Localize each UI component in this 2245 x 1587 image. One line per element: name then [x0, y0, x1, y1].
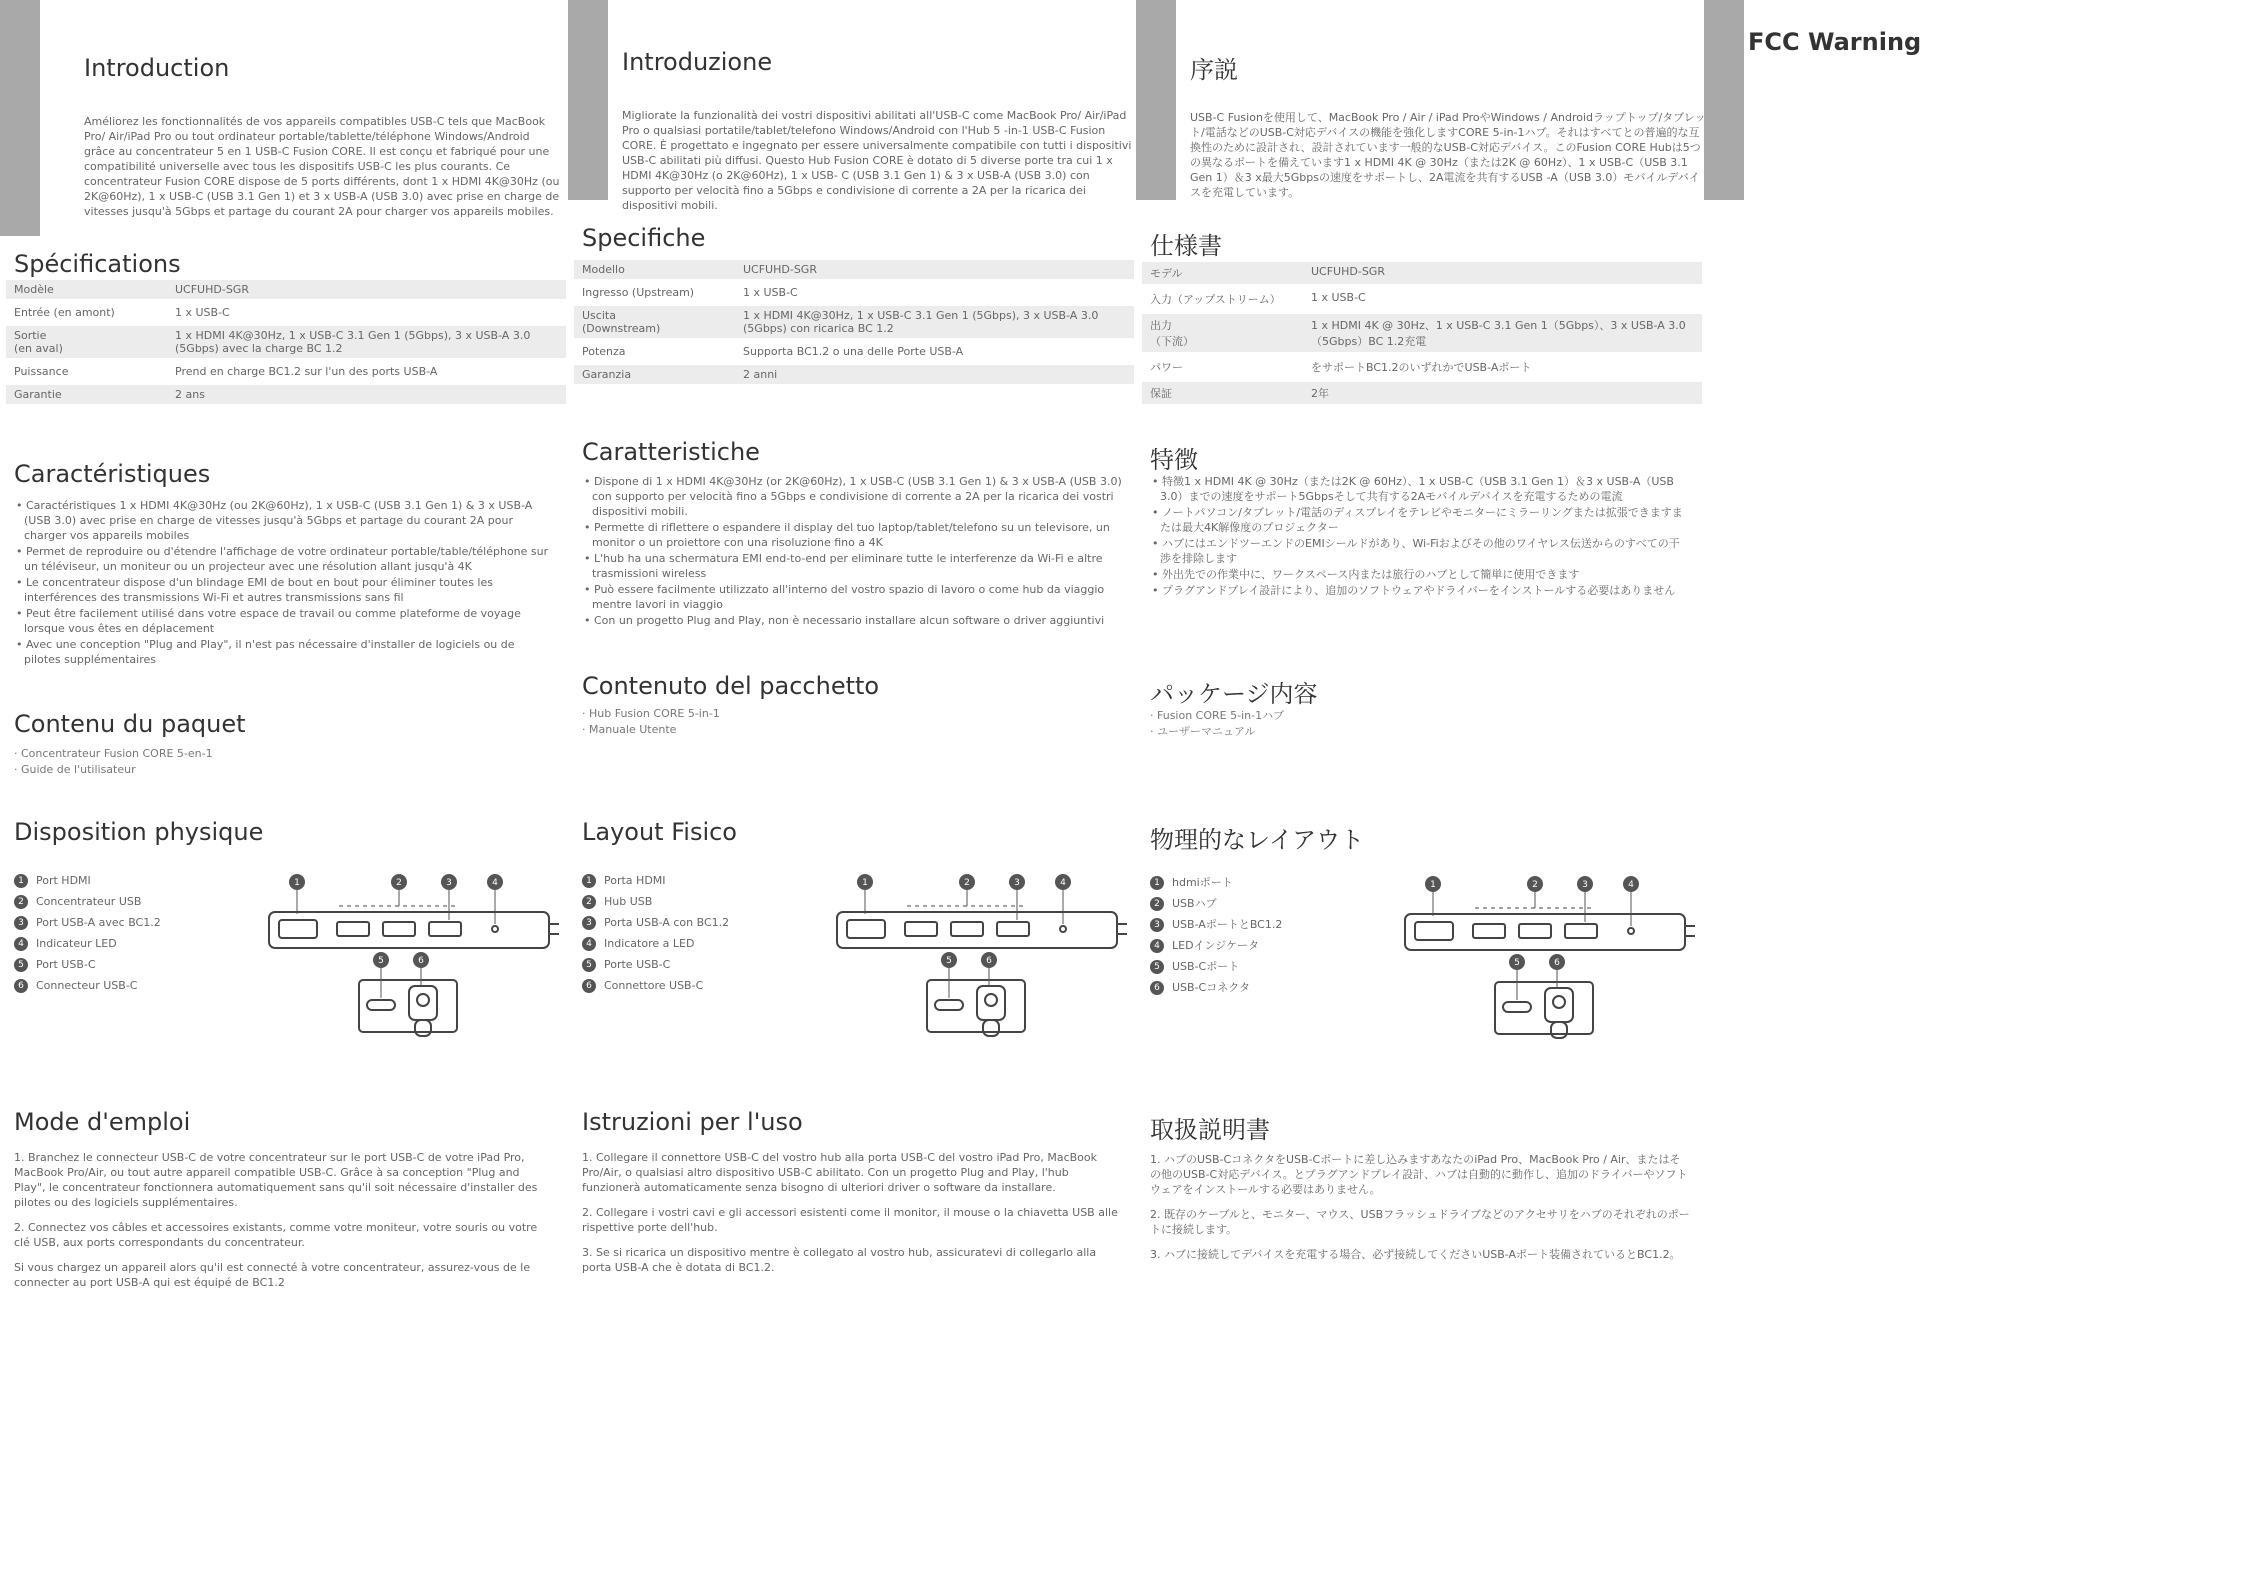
layout-item-label: Connettore USB-C — [604, 979, 704, 992]
package-item: · Guide de l'utilisateur — [14, 762, 414, 778]
layout-item-label: Porte USB-C — [604, 958, 671, 971]
usb-c-port — [1503, 1002, 1531, 1012]
features-title: 特徴 — [1150, 446, 1198, 474]
callout-number: 3 — [582, 916, 596, 930]
layout-item — [1150, 956, 1390, 977]
layout-item-label: LEDインジケータ — [1172, 939, 1260, 952]
usage-step: 2. Collegare i vostri cavi e gli accessori esistenti come il monitor, il mouse o la chiavetta USB alle rispettive porte dell'hub. — [582, 1206, 1118, 1234]
usage-steps — [1150, 1152, 1690, 1272]
layout-item-label: Concentrateur USB — [36, 895, 142, 908]
callout-number: 4 — [1150, 939, 1164, 953]
usb-a-port-3 — [1565, 924, 1597, 938]
layout-item — [582, 870, 822, 891]
callout-number-5: 5 — [378, 956, 384, 966]
spec-key: パワー — [1150, 361, 1183, 374]
usage-title: 取扱説明書 — [1150, 1116, 1270, 1144]
feature-item: • Avec une conception "Plug and Play", il n'est pas nécessaire d'installer de logiciels ou de pilotes supplémentaires — [14, 637, 554, 667]
usage-step: 3. ハブに接続してデバイスを充電する場合、必ず接続してくださいUSB-Aポート装備されているとBC1.2。 — [1150, 1248, 1681, 1261]
layout-item-label: Indicatore a LED — [604, 937, 695, 950]
spec-title: 仕様書 — [1150, 232, 1222, 260]
package-item: · Concentrateur Fusion CORE 5-en-1 — [14, 746, 414, 762]
layout-item — [582, 912, 822, 933]
callout-number-4: 4 — [1628, 880, 1634, 890]
hub-body — [837, 912, 1117, 948]
intro-text: Migliorate la funzionalità dei vostri dispositivi abilitati all'USB-C come MacBook Pro/ Air/iPad Pro o qualsiasi portatile/tablet/telefono Windows/Android con l'Hub 5 -in-1 USB-C Fusion CORE. È progettato e ingegnato per essere universalmente compatibile con tutti i dispositivi USB-C abilitati più diffusi. Questo Hub Fusion CORE è dotato di 5 diverse porte tra cui 1 x HDMI 4K@30Hz (o 2K@60Hz), 1 x USB- C (USB 3.1 Gen 1) & 3 x USB-A (USB 3.0) con supporto per velocità fino a 5Gbps e condivisione di corrente a 2A per la ricarica dei dispositivi mobili. — [622, 109, 1132, 212]
spec-table — [6, 276, 566, 408]
layout-item-label: USB-Cポート — [1172, 960, 1240, 973]
package-item: · ユーザーマニュアル — [1150, 724, 1550, 740]
intro-title: Introduzione — [622, 48, 773, 76]
spec-key: モデル — [1142, 262, 1303, 284]
layout-title: Disposition physique — [14, 818, 264, 846]
package-list — [582, 706, 982, 738]
layout-item — [1150, 935, 1390, 956]
spec-row — [1142, 262, 1702, 284]
spec-row — [574, 365, 1134, 384]
callout-number-1: 1 — [1430, 880, 1436, 890]
feature-item: • プラグアンドプレイ設計により、追加のソフトウェアやドライバーをインストールする必要はありません — [1150, 583, 1690, 598]
fcc-warning-title: FCC Warning — [1748, 28, 1922, 56]
callout-number: 5 — [1150, 960, 1164, 974]
layout-item-label: Connecteur USB-C — [36, 979, 138, 992]
usage-title: Mode d'emploi — [14, 1108, 191, 1136]
feature-item: • Con un progetto Plug and Play, non è necessario installare alcun software o driver aggiuntivi — [582, 613, 1122, 628]
layout-item — [14, 891, 254, 912]
callout-number: 1 — [582, 874, 596, 888]
layout-item-label: Port USB-C — [36, 958, 96, 971]
feature-item: • Permette di riflettere o espandere il display del tuo laptop/tablet/telefono su un televisore, un monitor o un proiettore con una risoluzione fino a 4K — [582, 520, 1122, 550]
spec-value: 2 anni — [735, 365, 1134, 384]
feature-item: • Dispone di 1 x HDMI 4K@30Hz (or 2K@60Hz), 1 x USB-C (USB 3.1 Gen 1) & 3 x USB-A (USB 3.0) con supporto per velocità fino a 5Gbps e condivisione di corrente a 2A per la ricarica dei vostri dispositivi mobili. — [582, 474, 1122, 519]
spec-key: 入力（アップストリーム） — [1150, 293, 1281, 306]
hub-diagram — [1395, 864, 1695, 1044]
callout-number: 6 — [1150, 981, 1164, 995]
spec-row — [1142, 314, 1702, 352]
column-japanese — [1150, 0, 1706, 1587]
hdmi-port — [1415, 922, 1453, 940]
led-indicator — [1060, 926, 1066, 932]
layout-item — [582, 891, 822, 912]
features-title: Caractéristiques — [14, 460, 211, 488]
usb-a-port-2 — [383, 922, 415, 936]
spec-row — [1142, 356, 1702, 378]
feature-item: • Le concentrateur dispose d'un blindage EMI de bout en bout pour éliminer toutes les interférences des transmissions Wi-Fi et autres transmissions sans fil — [14, 575, 554, 605]
usb-c-port — [367, 1000, 395, 1010]
column-french — [14, 0, 564, 1587]
hub-body — [269, 912, 549, 948]
usage-step: 2. 既存のケーブルと、モニター、マウス、USBフラッシュドライブなどのアクセサリをハブのそれぞれのポートに接続します。 — [1150, 1208, 1690, 1236]
feature-item: • Caractéristiques 1 x HDMI 4K@30Hz (ou 2K@60Hz), 1 x USB-C (USB 3.1 Gen 1) & 3 x USB-A (USB 3.0) avec prise en charge de vitesses jusqu'à 5Gbps et partage du courant 2A pour charger vos appareils mobiles — [14, 498, 554, 543]
package-title: Contenu du paquet — [14, 710, 246, 738]
features-list — [1150, 474, 1690, 599]
callout-number-6: 6 — [418, 956, 424, 966]
usb-a-port-1 — [1473, 924, 1505, 938]
feature-item: • ノートパソコン/タブレット/電話のディスプレイをテレビやモニターにミラーリングまたは拡張できますまたは最大4K解像度のプロジェクター — [1150, 505, 1690, 535]
layout-item — [582, 933, 822, 954]
spec-value: をサポートBC1.2のいずれかでUSB-Aポート — [1311, 361, 1532, 374]
spec-key: Uscita (Downstream) — [574, 306, 735, 338]
led-indicator — [492, 926, 498, 932]
spec-value: UCFUHD-SGR — [167, 280, 566, 299]
package-title: パッケージ内容 — [1150, 680, 1318, 708]
usage-steps — [14, 1150, 554, 1300]
callout-number-6: 6 — [1554, 958, 1560, 968]
spec-key: Sortie (en aval) — [6, 326, 167, 358]
spec-key: Entrée (en amont) — [14, 306, 115, 319]
spec-value: 1 x USB-C — [175, 306, 230, 319]
feature-item: • Permet de reproduire ou d'étendre l'affichage de votre ordinateur portable/table/téléphone sur un téléviseur, un moniteur ou un projecteur avec une résolution allant jusqu'à 4K — [14, 544, 554, 574]
usage-step: 2. Connectez vos câbles et accessoires existants, comme votre moniteur, votre souris ou votre clé USB, aux ports correspondants du concentrateur. — [14, 1221, 538, 1249]
package-title: Contenuto del pacchetto — [582, 672, 880, 700]
package-item: · Fusion CORE 5-in-1ハブ — [1150, 708, 1550, 724]
callout-number-4: 4 — [1060, 878, 1066, 888]
layout-legend — [1150, 872, 1390, 998]
spec-table — [574, 256, 1134, 388]
layout-item — [14, 933, 254, 954]
layout-item — [14, 912, 254, 933]
feature-item: • Peut être facilement utilisé dans votre espace de travail ou comme plateforme de voyage lorsque vous êtes en déplacement — [14, 606, 554, 636]
spec-row — [6, 303, 566, 322]
spec-value: 2 ans — [167, 385, 566, 404]
spec-row — [574, 260, 1134, 279]
hdmi-port — [847, 920, 885, 938]
led-indicator — [1628, 928, 1634, 934]
callout-number-3: 3 — [1582, 880, 1588, 890]
spec-key: Ingresso (Upstream) — [582, 286, 695, 299]
feature-item: • 特徴1 x HDMI 4K @ 30Hz（または2K @ 60Hz）、1 x USB-C（USB 3.1 Gen 1）＆3 x USB-A（USB 3.0）までの速度をサポート5Gbpsそして共有する2Aモバイルデバイスを充電するための電流 — [1150, 474, 1690, 504]
usb-a-port-1 — [337, 922, 369, 936]
callout-number: 5 — [582, 958, 596, 972]
usage-step: 1. Collegare il connettore USB-C del vostro hub alla porta USB-C del vostro iPad Pro, MacBook Pro/Air, o qualsiasi altro dispositivo USB-C abilitato. Con un progetto Plug and Play, l'hub funzionerà automaticamente senza bisogno di ulteriori driver o software da installare. — [582, 1151, 1098, 1194]
layout-item-label: USB-AポートとBC1.2 — [1172, 918, 1283, 931]
usage-step: 3. Se si ricarica un dispositivo mentre è collegato al vostro hub, assicuratevi di collegarlo alla porta USB-A che è dotata di BC1.2. — [582, 1246, 1097, 1274]
spec-value: 1 x HDMI 4K @ 30Hz、1 x USB-C 3.1 Gen 1（5Gbps）、3 x USB-A 3.0（5Gbps）BC 1.2充電 — [1303, 314, 1702, 352]
intro-text: Améliorez les fonctionnalités de vos appareils compatibles USB-C tels que MacBook Pro/ Air/iPad Pro ou tout ordinateur portable/tablette/téléphone Windows/Android grâce au concentrateur 5 en 1 USB-C Fusion CORE. Il est conçu et fabriqué pour une compatibilité universelle avec tous les dispositifs USB-C les plus courants. Ce concentrateur Fusion CORE dispose de 5 ports différents, dont 1 x HDMI 4K@30Hz (ou 2K@60Hz), 1 x USB-C (USB 3.1 Gen 1) et 3 x USB-A (USB 3.0) avec prise en charge de vitesses jusqu'à 5Gbps et partage du courant 2A pour charger vos appareils mobiles. — [84, 115, 560, 218]
layout-item-label: Indicateur LED — [36, 937, 117, 950]
layout-legend — [582, 870, 822, 996]
usb-c-connector — [977, 986, 1005, 1020]
layout-item-label: USBハブ — [1172, 897, 1217, 910]
features-list — [14, 498, 554, 668]
usb-a-port-2 — [1519, 924, 1551, 938]
callout-number: 2 — [14, 895, 28, 909]
spec-row — [6, 326, 566, 358]
spec-key: Garantie — [6, 385, 167, 404]
callout-number: 4 — [14, 937, 28, 951]
spec-value: Supporta BC1.2 o una delle Porte USB-A — [743, 345, 964, 358]
callout-number: 2 — [582, 895, 596, 909]
intro-title: 序説 — [1190, 56, 1238, 84]
package-list — [1150, 708, 1550, 740]
spec-value: 1 x USB-C — [743, 286, 798, 299]
spec-table — [1142, 258, 1702, 408]
hdmi-port — [279, 920, 317, 938]
layout-item-label: Port USB-A avec BC1.2 — [36, 916, 161, 929]
layout-legend — [14, 870, 254, 996]
feature-item: • 外出先での作業中に、ワークスペース内または旅行のハブとして簡単に使用できます — [1150, 567, 1690, 582]
spec-row — [1142, 288, 1702, 310]
spec-row — [6, 280, 566, 299]
callout-number: 1 — [14, 874, 28, 888]
usage-step: 1. ハブのUSB-CコネクタをUSB-Cポートに差し込みますあなたのiPad Pro、MacBook Pro / Air、またはその他のUSB-C対応デバイス。とプラグアンドプレイ設計、ハブは自動的に動作し、追加のドライバーやソフトウェアをインストールする必要はありません。 — [1150, 1153, 1688, 1196]
layout-item — [582, 975, 822, 996]
decor-bar-4 — [1704, 0, 1744, 200]
feature-item: • Può essere facilmente utilizzato all'interno del vostro spazio di lavoro o come hub da viaggio mentre lavori in viaggio — [582, 582, 1122, 612]
usage-step: Si vous chargez un appareil alors qu'il est connecté à votre concentrateur, assurez-vous de le connecter au port USB-A qui est équipé de BC1.2 — [14, 1261, 531, 1289]
callout-number-5: 5 — [946, 956, 952, 966]
layout-title: Layout Fisico — [582, 818, 737, 846]
hub-diagram — [827, 862, 1127, 1042]
layout-item-label: Hub USB — [604, 895, 653, 908]
usage-title: Istruzioni per l'uso — [582, 1108, 803, 1136]
callout-number: 6 — [14, 979, 28, 993]
callout-number-2: 2 — [396, 878, 402, 888]
package-item: · Manuale Utente — [582, 722, 982, 738]
layout-item-label: USB-Cコネクタ — [1172, 981, 1251, 994]
callout-number: 4 — [582, 937, 596, 951]
callout-number: 3 — [14, 916, 28, 930]
intro-text: USB-C Fusionを使用して、MacBook Pro / Air / iPad ProやWindows / Androidラップトップ/タブレット/電話などのUSB-C対応デバイスの機能を強化しますCORE 5-in-1ハブ。それはすべてとの普遍的な互換性のために設計され、設計されています一般的なUSB-C対応デバイス。このFusion CORE Hubは5つの異なるポートを備えています1 x HDMI 4K @ 30Hz（または2K @ 60Hz）、1 x USB-C（USB 3.1 Gen 1）＆3 x最大5Gbpsの速度をサポートし、2A電流を共有するUSB -A（USB 3.0）モバイルデバイスを充電しています。 — [1190, 111, 1706, 199]
feature-item: • ハブにはエンドツーエンドのEMIシールドがあり、Wi-Fiおよびその他のワイヤレス伝送からのすべての干渉を排除します — [1150, 536, 1690, 566]
usb-c-connector — [409, 986, 437, 1020]
spec-key: Modello — [574, 260, 735, 279]
spec-title: Spécifications — [14, 250, 181, 278]
spec-key: Puissance — [14, 365, 69, 378]
spec-value: UCFUHD-SGR — [735, 260, 1134, 279]
layout-title: 物理的なレイアウト — [1150, 826, 1365, 854]
callout-number-2: 2 — [964, 878, 970, 888]
usb-a-port-3 — [997, 922, 1029, 936]
layout-item — [14, 954, 254, 975]
feature-item: • L'hub ha una schermatura EMI end-to-end per eliminare tutte le interferenze da Wi-Fi e altre trasmissioni wireless — [582, 551, 1122, 581]
callout-number-1: 1 — [862, 878, 868, 888]
usb-c-port — [935, 1000, 963, 1010]
usage-step: 1. Branchez le connecteur USB-C de votre concentrateur sur le port USB-C de votre iPad Pro, MacBook Pro/Air, ou tout autre appareil compatible USB-C. Grâce à sa conception "Plug and Play", le concentrateur fonctionnera automatiquement sans qu'il soit nécessaire d'installer des pilotes ou des logiciels supplémentaires. — [14, 1151, 538, 1209]
callout-number: 1 — [1150, 876, 1164, 890]
layout-item-label: hdmiポート — [1172, 876, 1233, 889]
callout-number-3: 3 — [1014, 878, 1020, 888]
hub-diagram — [259, 862, 559, 1042]
callout-number-6: 6 — [986, 956, 992, 966]
spec-value: 2年 — [1303, 382, 1702, 404]
callout-number: 6 — [582, 979, 596, 993]
spec-key: 保証 — [1142, 382, 1303, 404]
hub-body — [1405, 914, 1685, 950]
spec-key: Modèle — [6, 280, 167, 299]
callout-number: 5 — [14, 958, 28, 972]
layout-item-label: Porta HDMI — [604, 874, 666, 887]
layout-item — [14, 870, 254, 891]
spec-row — [574, 342, 1134, 361]
callout-number-4: 4 — [492, 878, 498, 888]
spec-key: Potenza — [582, 345, 626, 358]
layout-item — [582, 954, 822, 975]
usb-c-connector — [1545, 988, 1573, 1022]
callout-number-1: 1 — [294, 878, 300, 888]
spec-value: 1 x USB-C — [1311, 291, 1366, 304]
spec-row — [1142, 382, 1702, 404]
column-italian — [582, 0, 1132, 1587]
callout-number-3: 3 — [446, 878, 452, 888]
callout-number: 2 — [1150, 897, 1164, 911]
spec-value: 1 x HDMI 4K@30Hz, 1 x USB-C 3.1 Gen 1 (5Gbps), 3 x USB-A 3.0 (5Gbps) con ricarica BC 1.2 — [735, 306, 1134, 338]
features-title: Caratteristiche — [582, 438, 760, 466]
usb-a-port-2 — [951, 922, 983, 936]
callout-number: 3 — [1150, 918, 1164, 932]
spec-title: Specifiche — [582, 224, 706, 252]
spec-row — [574, 306, 1134, 338]
usage-steps — [582, 1150, 1122, 1285]
usb-a-port-1 — [905, 922, 937, 936]
callout-number-2: 2 — [1532, 880, 1538, 890]
spec-value: UCFUHD-SGR — [1303, 262, 1702, 284]
package-list — [14, 746, 414, 778]
layout-item — [1150, 977, 1390, 998]
usb-a-port-3 — [429, 922, 461, 936]
spec-row — [6, 362, 566, 381]
layout-item — [1150, 872, 1390, 893]
layout-item-label: Port HDMI — [36, 874, 91, 887]
layout-item — [14, 975, 254, 996]
layout-item-label: Porta USB-A con BC1.2 — [604, 916, 730, 929]
spec-value: Prend en charge BC1.2 sur l'un des ports USB-A — [175, 365, 438, 378]
package-item: · Hub Fusion CORE 5-in-1 — [582, 706, 982, 722]
layout-item — [1150, 893, 1390, 914]
callout-number-5: 5 — [1514, 958, 1520, 968]
features-list — [582, 474, 1122, 629]
spec-row — [574, 283, 1134, 302]
spec-key: 出力 （下流） — [1142, 314, 1303, 352]
intro-title: Introduction — [84, 54, 230, 82]
spec-row — [6, 385, 566, 404]
spec-value: 1 x HDMI 4K@30Hz, 1 x USB-C 3.1 Gen 1 (5Gbps), 3 x USB-A 3.0 (5Gbps) avec la charge BC 1.2 — [167, 326, 566, 358]
spec-key: Garanzia — [574, 365, 735, 384]
layout-item — [1150, 914, 1390, 935]
